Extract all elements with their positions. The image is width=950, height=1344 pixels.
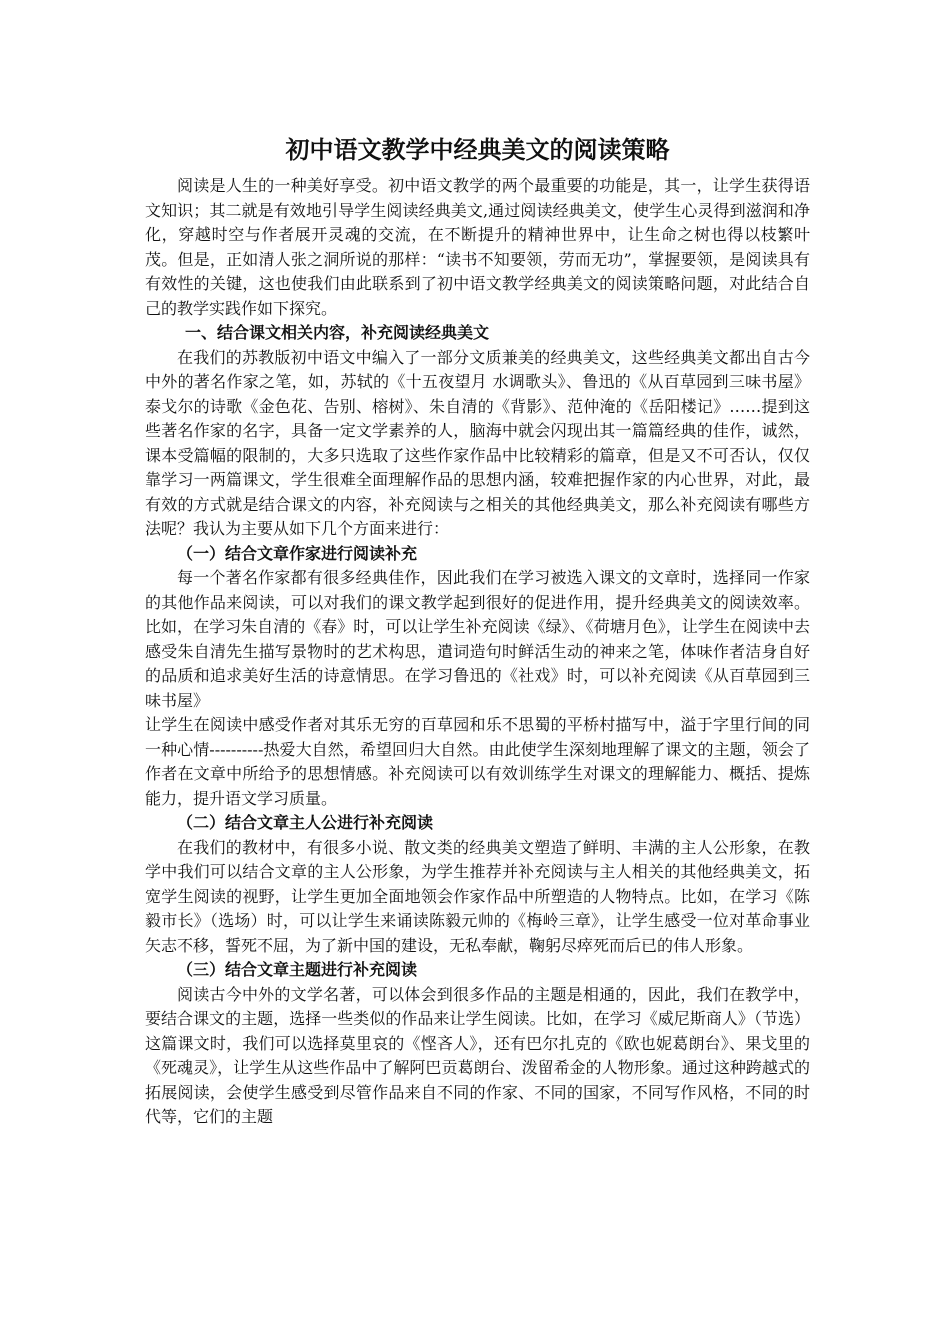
intro-paragraph: 阅读是人生的一种美好享受。初中语文教学的两个最重要的功能是，其一，让学生获得语文知识；其二就是有效地引导学生阅读经典美文,通过阅读经典美文，使学生心灵得到滋润和净化，穿越时空与作者展开灵魂的交流，在不断提升的精神世界中，让生命之树也得以枝繁叶茂。但是，正如清人张之洞所说的那样：“读书不知要领，劳而无功”，掌握要领，是阅读具有有效性的关键，这也使我们由此联系到了初中语文教学经典美文的阅读策略问题，对此结合自己的教学实践作如下探究。: [145, 176, 810, 318]
subsection-heading-2: （二）结合文章主人公进行补充阅读: [177, 813, 434, 832]
subsection-heading-3: （三）结合文章主题进行补充阅读: [177, 960, 418, 979]
subsection-2-paragraph: 在我们的教材中，有很多小说、散文类的经典美文塑造了鲜明、丰满的主人公形象，在教学中我们可以结合文章的主人公形象，为学生推荐并补充阅读与主人相关的其他经典美文，拓宽学生阅读的视野，让学生更加全面地领会作家作品中所塑造的人物特点。比如，在学习《陈毅市长》（选场）时，可以让学生来诵读陈毅元帅的《梅岭三章》，让学生感受一位对革命事业矢志不移，誓死不屈，为了新中国的建设，无私奉献，鞠躬尽瘁死而后已的伟人形象。: [145, 837, 810, 955]
document-page: [145, 134, 810, 1130]
subsection-heading-1: （一）结合文章作家进行阅读补充: [177, 543, 418, 563]
subsection-1-paragraph-2: 让学生在阅读中感受作者对其乐无穷的百草园和乐不思蜀的平桥村描写中，溢于字里行间的同一种心情----------热爱大自然，希望回归大自然。由此使学生深刻地理解了课文的主题，领会了作者在文章中所给予的思想情感。补充阅读可以有效训练学生对课文的理解能力、概括、提炼能力，提升语文学习质量。: [145, 715, 810, 808]
subsection-1-paragraph-1: 每一个著名作家都有很多经典佳作，因此我们在学习被选入课文的文章时，选择同一作家的其他作品来阅读，可以对我们的课文教学起到很好的促进作用，提升经典美文的阅读效率。比如，在学习朱自清的《春》时，可以让学生补充阅读《绿》、《荷塘月色》，让学生在阅读中去感受朱自清先生描写景物时的艺术构思，遣词造句时鲜活生动的神来之笔，体味作者洁身自好的品质和追求美好生活的诗意情思。在学习鲁迅的《社戏》时，可以补充阅读《从百草园到三味书屋》: [145, 568, 810, 710]
section-heading-1: 一、结合课文相关内容，补充阅读经典美文: [185, 323, 490, 342]
section-1-paragraph: 在我们的苏教版初中语文中编入了一部分文质兼美的经典美文，这些经典美文都出自古今中外的著名作家之笔，如，苏轼的《十五夜望月 水调歌头》、鲁迅的《从百草园到三味书屋》泰戈尔的诗歌《金色花、告别、榕树》、朱自清的《背影》、范仲淹的《岳阳楼记》……提到这些著名作家的名字，具备一定文学素养的人，脑海中就会闪现出其一篇篇经典的佳作，诚然，课本受篇幅的限制的，大多只选取了这些作家作品中比较精彩的篇章，但是又不可否认，仅仅靠学习一两篇课文，学生很难全面理解作品的思想内涵，较难把握作家的内心世界，对此，最有效的方式就是结合课文的内容，补充阅读与之相关的其他经典美文，那么补充阅读有哪些方法呢？我认为主要从如下几个方面来进行：: [145, 347, 810, 538]
document-title: 初中语文教学中经典美文的阅读策略: [285, 136, 670, 164]
subsection-3-paragraph: 阅读古今中外的文学名著，可以体会到很多作品的主题是相通的，因此，我们在教学中，要结合课文的主题，选择一些类似的作品来让学生阅读。比如，在学习《威尼斯商人》（节选）这篇课文时，我们可以选择莫里哀的《悭吝人》，还有巴尔扎克的《欧也妮葛朗台》、果戈里的《死魂灵》，让学生从这些作品中了解阿巴贡葛朗台、泼留希金的人物形象。通过这种跨越式的拓展阅读，会使学生感受到尽管作品来自不同的作家、不同的国家，不同写作风格，不同的时代等，它们的主题: [145, 984, 810, 1126]
